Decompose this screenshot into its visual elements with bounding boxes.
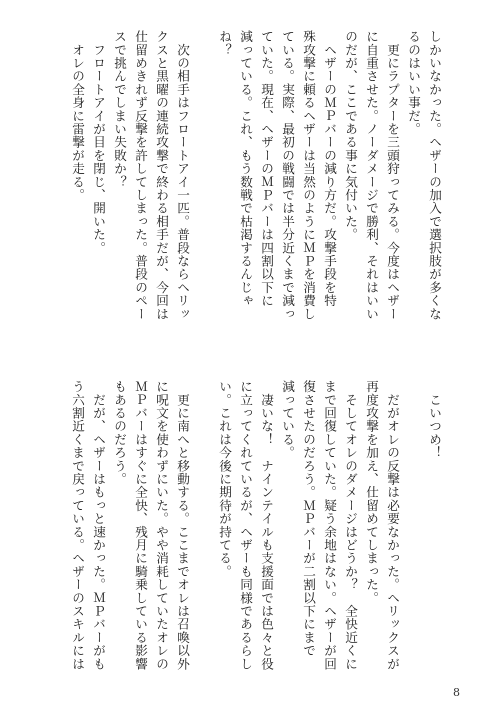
text-line: 殊攻撃に頼るヘザーは当然のようにＭＰを消費し	[301, 30, 316, 321]
text-line: ね？	[217, 30, 232, 57]
text-line: 更にラプターを三頭狩ってみる。今度はヘザー	[385, 30, 400, 321]
text-line: ＭＰバーはすぐに全快、残月に騎乗している影響	[133, 380, 148, 671]
text-line: クスと黒曜の連続攻撃で終わる相手だが、今回は	[154, 30, 169, 321]
text-line: もあるのだろう。	[112, 380, 127, 486]
text-line: 再度攻撃を加え、仕留めてしまった。	[364, 380, 379, 605]
blank-line	[193, 380, 214, 680]
text-line: 次の相手はフロートアイ一匹。普段ならヘリッ	[175, 30, 190, 321]
text-line: スで挑んでしまい失敗か？	[112, 30, 127, 189]
text-line: フロートアイが目を閉じ、開いた。	[91, 30, 106, 255]
text-line: ヘザーのＭＰバーの減り方だ。攻撃手段を特	[322, 30, 337, 308]
blank-line	[403, 380, 424, 680]
text-line: のだが、ここである事に気付いた。	[343, 30, 358, 242]
page-number: 8	[453, 686, 460, 699]
text-block-top	[67, 30, 445, 330]
text-line: まで回復していた。疑う余地はない。ヘザーが回	[322, 380, 337, 671]
text-line: ていた。現在、ヘザーのＭＰバーは四割以下に	[259, 30, 274, 308]
text-line: う六割近くまで戻っている。ヘザーのスキルには	[70, 380, 85, 671]
blank-line	[193, 30, 214, 330]
text-line: しかいなかった。ヘザーの加入で選択肢が多くな	[427, 30, 442, 321]
text-line: 減っている。これ、もう数戦で枯渇するんじゃ	[238, 30, 253, 308]
text-line: 仕留めきれず反撃を許してしまった。普段のペー	[133, 30, 148, 321]
text-line: 凄いな！ ナインテイルも支援面では色々と役	[259, 380, 274, 671]
text-line: い。これは今後に期待が持てる。	[217, 380, 232, 578]
text-line: だが、ヘザーはもっと速かった。ＭＰバーがも	[91, 380, 106, 671]
text-line: るのはいい事だ。	[406, 30, 421, 136]
text-line: ている。実際、最初の戦闘では半分近くまで減っ	[280, 30, 295, 321]
text-line: 復させたのだろう。ＭＰバーが二割以下にまで	[301, 380, 316, 658]
text-line: こいつめ！	[427, 380, 442, 460]
text-line: 減っている。	[280, 380, 295, 460]
text-line: だがオレの反撃は必要なかった。ヘリックスが	[385, 380, 400, 671]
text-line: 更に南へと移動する。ここまでオレは召喚以外	[175, 380, 190, 671]
text-line: に呪文を使わずにいた。やや消耗していたオレの	[154, 380, 169, 671]
text-line: オレの全身に雷撃が走る。	[70, 30, 85, 202]
text-line: に立ってくれているが、ヘザーも同様であるらし	[238, 380, 253, 671]
text-block-bottom	[67, 380, 445, 680]
text-line: そしてオレのダメージはどうか？ 全快近くに	[343, 380, 358, 671]
text-line: に自重させた。ノーダメージで勝利、それはいい	[364, 30, 379, 321]
